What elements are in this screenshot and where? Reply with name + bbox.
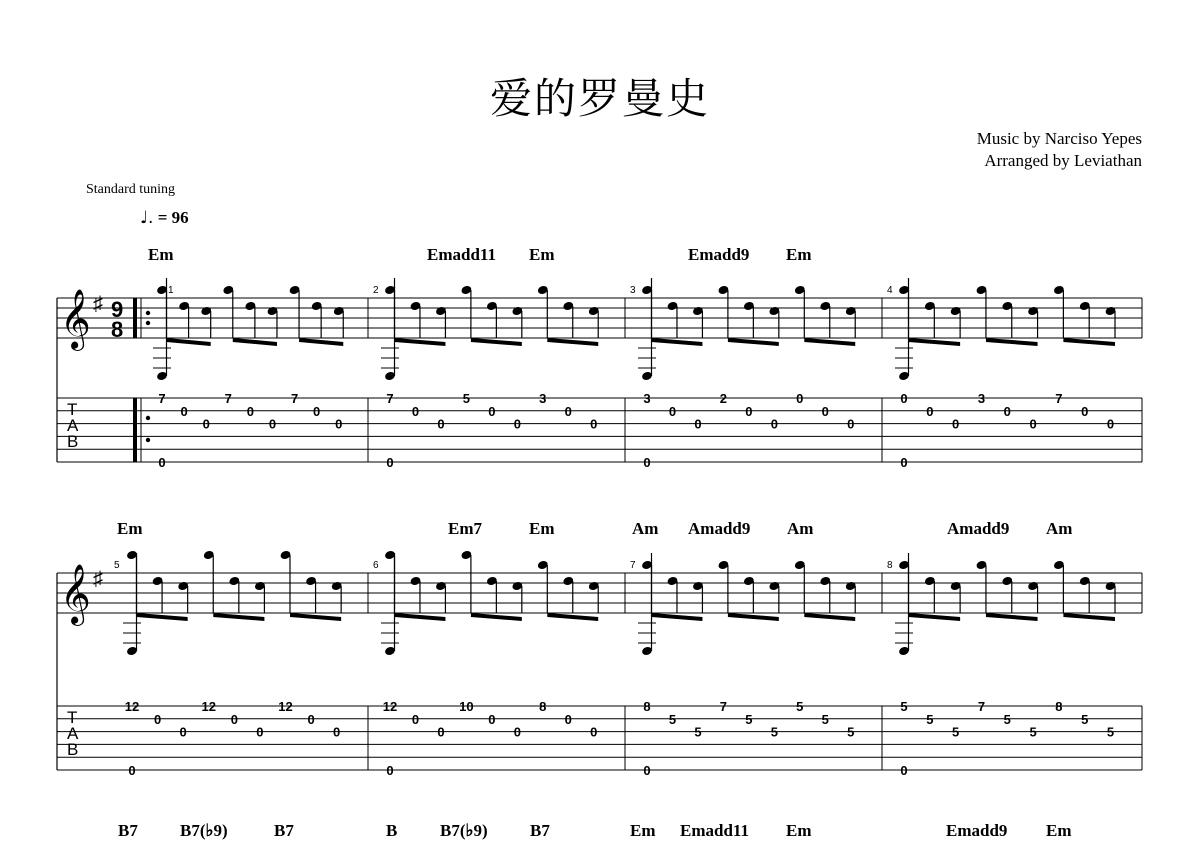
- chord-label-partial: Emadd9: [946, 821, 1008, 840]
- tab-clef-letter: T: [67, 708, 78, 727]
- chord-label-partial: B7(♭9): [180, 821, 228, 840]
- chord-label: Amadd9: [688, 519, 751, 538]
- tab-fret-number: 12: [201, 699, 216, 714]
- chord-label-partial: B: [386, 821, 398, 840]
- repeat-thick-bar: [133, 298, 137, 338]
- tab-fret-number: 5: [668, 711, 677, 727]
- chord-label: Em: [148, 245, 174, 264]
- score-title: 爱的罗曼史: [489, 74, 710, 123]
- chord-label-partial: B7(♭9): [440, 821, 488, 840]
- beam: [652, 613, 703, 621]
- tab-fret-number: 0: [643, 455, 651, 470]
- chord-label: Am: [787, 519, 814, 538]
- tab-fret-number: 0: [437, 416, 445, 432]
- tab-fret-number: 5: [694, 724, 702, 740]
- tab-fret-number: 0: [643, 763, 651, 778]
- beam: [1063, 613, 1115, 621]
- tab-fret-number: 8: [1055, 699, 1063, 714]
- tab-fret-number: 5: [847, 724, 855, 740]
- tab-fret-number: 0: [900, 391, 908, 406]
- tab-clef-letter: A: [67, 724, 79, 743]
- tab-fret-number: 0: [513, 416, 521, 432]
- system-2: [57, 550, 1142, 778]
- tab-fret-number: 0: [1081, 403, 1089, 419]
- tab-fret-number: 0: [307, 711, 315, 727]
- tab-fret-number: 3: [977, 391, 986, 406]
- chord-label-partial: Emadd11: [680, 821, 749, 840]
- tab-fret-number: 2: [719, 391, 728, 406]
- beam: [395, 613, 446, 621]
- beam: [909, 338, 961, 346]
- tab-fret-number: 0: [333, 724, 341, 740]
- tab-fret-number: 5: [926, 711, 934, 727]
- tab-fret-number: 7: [719, 699, 728, 714]
- tab-fret-number: 7: [290, 391, 299, 406]
- composer-credit: Music by Narciso Yepes: [976, 129, 1142, 148]
- tab-fret-number: 0: [313, 403, 321, 419]
- tab-fret-number: 8: [539, 699, 547, 714]
- tab-fret-number: 0: [246, 403, 254, 419]
- beam: [471, 338, 522, 346]
- tab-fret-number: 5: [1106, 724, 1115, 740]
- chord-label-partial: Em: [630, 821, 656, 840]
- tab-fret-number: 0: [1106, 416, 1115, 432]
- repeat-dot: [146, 321, 150, 325]
- tab-fret-number: 5: [462, 391, 471, 406]
- tab-fret-number: 0: [411, 403, 420, 419]
- beam: [986, 613, 1038, 621]
- dotted-quarter-note-icon: ♩.: [140, 208, 154, 228]
- tab-fret-number: 0: [180, 403, 188, 419]
- tab-fret-number: 0: [158, 455, 166, 470]
- beam: [167, 338, 211, 346]
- tab-fret-number: 0: [386, 763, 394, 778]
- measure-number: 5: [114, 560, 120, 571]
- chord-label-partial: B7: [274, 821, 294, 840]
- beam: [213, 613, 264, 621]
- beam: [233, 338, 277, 346]
- tab-fret-number: 0: [952, 416, 960, 432]
- measure-number: 6: [373, 560, 379, 571]
- beam: [909, 613, 961, 621]
- tab-fret-number: 0: [488, 711, 496, 727]
- tab-fret-number: 7: [386, 391, 394, 406]
- chord-label: Emadd11: [427, 245, 496, 264]
- tab-fret-number: 0: [590, 724, 598, 740]
- beam: [137, 613, 188, 621]
- tab-fret-number: 0: [437, 724, 445, 740]
- tab-fret-number: 0: [268, 416, 277, 432]
- tab-clef-letter: B: [67, 740, 79, 759]
- beam: [299, 338, 343, 346]
- beam: [728, 613, 779, 621]
- tab-fret-number: 0: [694, 416, 702, 432]
- tab-fret-number: 12: [124, 699, 140, 714]
- treble-clef-icon: 𝄞: [60, 565, 91, 623]
- tab-fret-number: 0: [668, 403, 677, 419]
- chord-label: Emadd9: [688, 245, 750, 264]
- tab-fret-number: 8: [643, 699, 651, 714]
- tab-fret-number: 5: [821, 711, 829, 727]
- chord-label: Em: [117, 519, 143, 538]
- measure-number: 3: [630, 285, 636, 296]
- tab-fret-number: 0: [847, 416, 855, 432]
- repeat-dot: [146, 416, 150, 420]
- sharp-icon: ♯: [93, 568, 103, 590]
- beam: [804, 613, 855, 621]
- tab-fret-number: 5: [770, 724, 778, 740]
- chord-label-partial: B7: [530, 821, 550, 840]
- tab-fret-number: 0: [926, 403, 934, 419]
- tab-fret-number: 0: [900, 763, 908, 778]
- tab-fret-number: 7: [977, 699, 986, 714]
- tab-fret-number: 3: [539, 391, 547, 406]
- tab-fret-number: 0: [796, 391, 804, 406]
- tab-fret-number: 5: [796, 699, 804, 714]
- arranger-credit: Arranged by Leviathan: [984, 151, 1142, 170]
- beam: [547, 613, 598, 621]
- tab-fret-number: 12: [278, 699, 293, 714]
- tab-fret-number: 12: [382, 699, 398, 714]
- tab-fret-number: 7: [158, 391, 166, 406]
- tab-fret-number: 0: [590, 416, 598, 432]
- chord-label: Am: [632, 519, 659, 538]
- beam: [652, 338, 703, 346]
- tab-fret-number: 0: [202, 416, 210, 432]
- tab-fret-number: 0: [386, 455, 394, 470]
- chord-label-partial: Em: [786, 821, 812, 840]
- beam: [547, 338, 598, 346]
- beam: [395, 338, 446, 346]
- repeat-dot: [146, 438, 150, 442]
- measure-number: 1: [168, 285, 174, 296]
- tab-fret-number: 5: [1081, 711, 1089, 727]
- chord-label: Em7: [448, 519, 482, 538]
- repeat-thick-bar: [133, 398, 137, 462]
- tab-fret-number: 0: [770, 416, 778, 432]
- tab-clef-letter: B: [67, 432, 79, 451]
- chord-label: Em: [786, 245, 812, 264]
- tab-fret-number: 0: [153, 711, 162, 727]
- system-1: [57, 278, 1142, 470]
- beam: [471, 613, 522, 621]
- tab-fret-number: 0: [564, 711, 572, 727]
- treble-clef-icon: 𝄞: [60, 290, 91, 348]
- tab-fret-number: 7: [1055, 391, 1063, 406]
- tab-fret-number: 0: [1003, 403, 1011, 419]
- chord-label: Em: [529, 519, 555, 538]
- tab-fret-number: 0: [230, 711, 238, 727]
- tuning-label: Standard tuning: [86, 182, 176, 197]
- beam: [290, 613, 341, 621]
- chord-label: Amadd9: [947, 519, 1010, 538]
- tab-fret-number: 0: [411, 711, 420, 727]
- chord-label: Em: [529, 245, 555, 264]
- tab-fret-number: 0: [745, 403, 753, 419]
- beam: [1063, 338, 1115, 346]
- measure-number: 7: [630, 560, 636, 571]
- sharp-icon: ♯: [93, 293, 103, 315]
- repeat-dot: [146, 311, 150, 315]
- tempo-value: = 96: [157, 208, 189, 227]
- tab-fret-number: 0: [900, 455, 908, 470]
- beam: [804, 338, 855, 346]
- tab-fret-number: 0: [256, 724, 264, 740]
- tab-fret-number: 5: [1003, 711, 1011, 727]
- tab-fret-number: 0: [1029, 416, 1037, 432]
- beam: [986, 338, 1038, 346]
- chord-label-partial: B7: [118, 821, 138, 840]
- tab-fret-number: 0: [179, 724, 187, 740]
- tab-fret-number: 5: [745, 711, 753, 727]
- tab-fret-number: 5: [1029, 724, 1037, 740]
- chord-label: Am: [1046, 519, 1073, 538]
- tab-fret-number: 7: [224, 391, 232, 406]
- tab-fret-number: 3: [643, 391, 651, 406]
- chord-label-partial: Em: [1046, 821, 1072, 840]
- time-signature-top: 9: [111, 297, 124, 322]
- tab-fret-number: 0: [513, 724, 521, 740]
- tab-fret-number: 0: [564, 403, 572, 419]
- tab-clef-letter: A: [67, 416, 79, 435]
- tab-fret-number: 0: [488, 403, 496, 419]
- beam: [728, 338, 779, 346]
- tab-fret-number: 5: [952, 724, 960, 740]
- tab-fret-number: 0: [821, 403, 829, 419]
- tab-clef-letter: T: [67, 400, 78, 419]
- tab-fret-number: 10: [459, 699, 474, 714]
- tab-fret-number: 0: [128, 763, 136, 778]
- measure-number: 2: [373, 285, 379, 296]
- tab-fret-number: 0: [335, 416, 343, 432]
- measure-number: 4: [887, 285, 893, 296]
- time-signature-bottom: 8: [111, 317, 124, 342]
- tab-fret-number: 5: [900, 699, 908, 714]
- measure-number: 8: [887, 560, 893, 571]
